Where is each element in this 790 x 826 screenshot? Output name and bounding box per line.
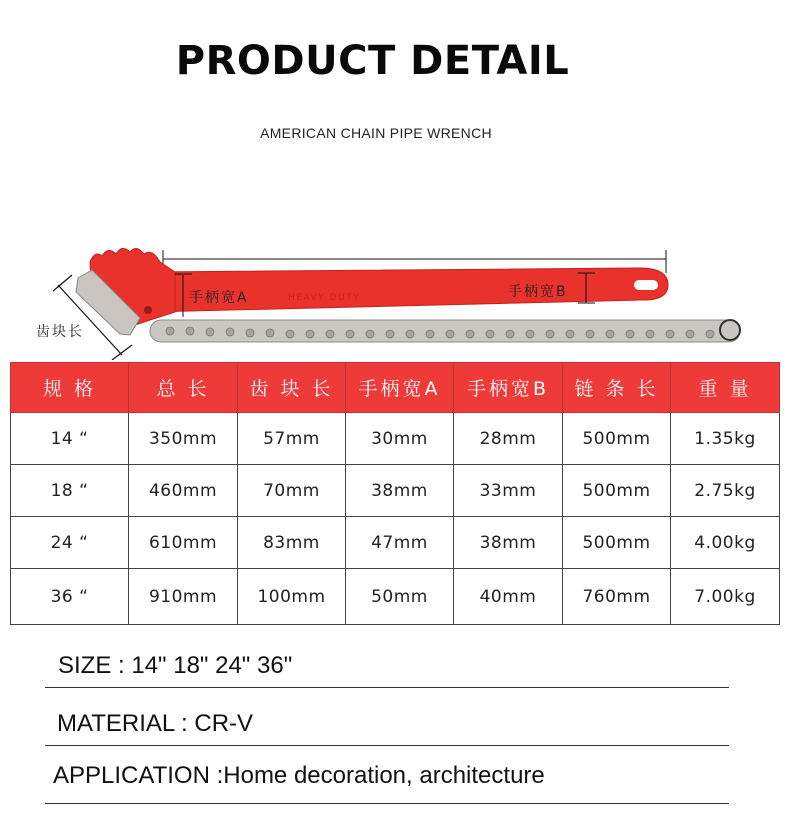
cell-handle-width-b: 33mm (454, 465, 563, 517)
table-row (11, 569, 780, 625)
cell-jaw-length: 83mm (238, 517, 346, 569)
cell-chain-length: 500mm (563, 465, 671, 517)
cell-weight: 4.00kg (671, 517, 780, 569)
cell-handle-width-a: 38mm (346, 465, 454, 517)
cell-handle-width-a: 47mm (346, 517, 454, 569)
cell-chain-length: 500mm (563, 413, 671, 465)
col-header-size: 规 格 (11, 363, 129, 413)
table-row (11, 413, 780, 465)
cell-handle-width-b: 38mm (454, 517, 563, 569)
cell-jaw-length: 70mm (238, 465, 346, 517)
cell-handle-width-b: 28mm (454, 413, 563, 465)
material-info: MATERIAL : CR-V (57, 710, 254, 737)
col-header-jaw-length: 齿 块 长 (238, 363, 346, 413)
col-header-handle-width-a: 手柄宽A (346, 363, 454, 413)
col-header-handle-width-b: 手柄宽B (454, 363, 563, 413)
cell-total-length: 350mm (129, 413, 238, 465)
table-row (11, 517, 780, 569)
col-header-weight: 重 量 (671, 363, 780, 413)
handle-width-b-label: 手柄宽B (508, 284, 568, 300)
material-info-line (45, 710, 729, 746)
cell-size: 24 “ (11, 517, 129, 569)
application-info: APPLICATION :Home decoration, architecture (53, 762, 545, 789)
cell-total-length: 460mm (129, 465, 238, 517)
col-header-chain-length: 链 条 长 (563, 363, 671, 413)
cell-size: 36 “ (11, 569, 129, 625)
col-header-total-length: 总 长 (129, 363, 238, 413)
chain-wrench-illustration (0, 235, 790, 360)
cell-handle-width-a: 50mm (346, 569, 454, 625)
table-header-row (11, 363, 780, 413)
cell-jaw-length: 57mm (238, 413, 346, 465)
cell-weight: 7.00kg (671, 569, 780, 625)
cell-jaw-length: 100mm (238, 569, 346, 625)
heavy-duty-mark: HEAVY DUTY (288, 293, 361, 303)
cell-size: 18 “ (11, 465, 129, 517)
product-subtitle: AMERICAN CHAIN PIPE WRENCH (260, 125, 492, 141)
jaw-length-label: 齿块长 (36, 324, 84, 340)
size-info-line (45, 652, 729, 688)
cell-handle-width-b: 40mm (454, 569, 563, 625)
product-image (0, 235, 790, 360)
cell-weight: 1.35kg (671, 413, 780, 465)
spec-table (10, 362, 780, 625)
cell-size: 14 “ (11, 413, 129, 465)
cell-handle-width-a: 30mm (346, 413, 454, 465)
cell-chain-length: 500mm (563, 517, 671, 569)
page-title: PRODUCT DETAIL (175, 38, 570, 84)
cell-total-length: 910mm (129, 569, 238, 625)
cell-chain-length: 760mm (563, 569, 671, 625)
size-info: SIZE : 14" 18" 24" 36" (58, 652, 293, 679)
chain-icon (150, 320, 740, 342)
application-info-line (45, 762, 729, 804)
cell-weight: 2.75kg (671, 465, 780, 517)
cell-total-length: 610mm (129, 517, 238, 569)
handle-width-a-label: 手柄宽A (189, 290, 249, 306)
table-row (11, 465, 780, 517)
